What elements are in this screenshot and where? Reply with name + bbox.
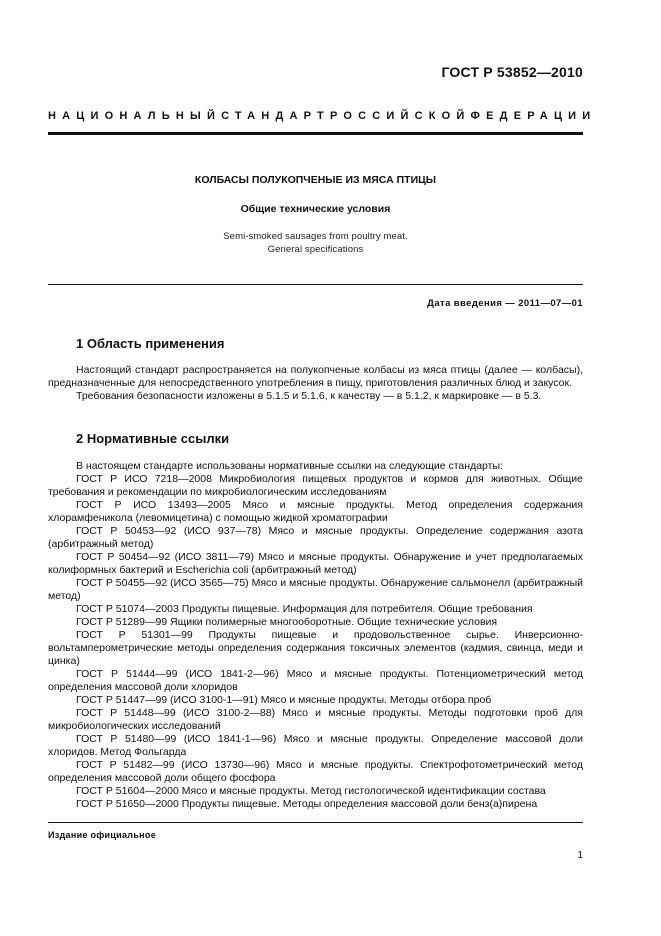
section-1-body: [48, 364, 583, 404]
banner-word: ФЕДЕРАЦИИ: [470, 110, 597, 122]
reference-item: ГОСТ Р 51482—99 (ИСО 13730—96) Мясо и мясные продукты. Спектрофотометрический метод определения массовой доли общего фосфора: [48, 759, 583, 784]
page-number: 1: [577, 850, 583, 861]
section-1-heading: 1 Область применения: [76, 336, 225, 351]
reference-item: ГОСТ Р 51604—2000 Мясо и мясные продукты. Метод гистологической идентификации состава: [76, 785, 546, 797]
normative-references-list: [48, 460, 583, 811]
standard-code: ГОСТ Р 53852—2010: [441, 64, 583, 80]
document-subtitle: Общие технические условия: [240, 203, 391, 215]
introduction-date: Дата введения — 2011—07—01: [427, 298, 583, 309]
header-divider: [48, 132, 583, 135]
english-title-line2: General specifications: [267, 244, 364, 255]
title-divider: [48, 284, 583, 285]
reference-item: ГОСТ Р 51650—2000 Продукты пищевые. Методы определения массовой доли бенз(а)пирена: [76, 798, 538, 810]
national-standard-banner: [48, 110, 597, 122]
reference-item: ГОСТ Р ИСО 13493—2005 Мясо и мясные продукты. Метод определения содержания хлорамфеникола (левомицетина) с помощью жидкой хроматографии: [48, 499, 583, 524]
reference-item: ГОСТ Р 50453—92 (ИСО 937—78) Мясо и мясные продукты. Определение содержания азота (арбитражный метод): [48, 525, 583, 550]
footer-divider: [48, 822, 583, 823]
reference-item: ГОСТ Р 51301—99 Продукты пищевые и продовольственное сырье. Инверсионно-вольтамперометрические методы определения содержания токсичных элементов (кадмия, свинца, меди и цинка): [48, 629, 583, 667]
reference-item: ГОСТ Р 51444—99 (ИСО 1841-2—96) Мясо и мясные продукты. Потенциометрический метод определения массовой доли хлоридов: [48, 668, 583, 693]
reference-item: ГОСТ Р ИСО 7218—2008 Микробиология пищевых продуктов и кормов для животных. Общие требования и рекомендации по микробиологическим исследованиям: [48, 473, 583, 498]
official-edition-label: Издание официальное: [48, 830, 157, 840]
reference-item: ГОСТ Р 51448—99 (ИСО 3100-2—88) Мясо и мясные продукты. Методы подготовки проб для микробиологических исследований: [48, 707, 583, 732]
reference-item: ГОСТ Р 50455—92 (ИСО 3565—75) Мясо и мясные продукты. Обнаружение сальмонелл (арбитражный метод): [48, 577, 583, 602]
section-2-heading: 2 Нормативные ссылки: [76, 431, 230, 446]
section-1-paragraph: Настоящий стандарт распространяется на полукопченые колбасы из мяса птицы (далее — колбасы), предназначенные для непосредственного употребления в пищу, приготовления различных блюд и закусок.: [48, 364, 583, 390]
section-1-paragraph: Требования безопасности изложены в 5.1.5 и 5.1.6, к качеству — в 5.1.2, к маркировке — в 5.3.: [76, 390, 542, 403]
document-title: КОЛБАСЫ ПОЛУКОПЧЕНЫЕ ИЗ МЯСА ПТИЦЫ: [194, 174, 437, 186]
reference-item: ГОСТ Р 50454—92 (ИСО 3811—79) Мясо и мясные продукты. Обнаружение и учет предполагаемых колиформных бактерий и Escherichia coli (арбитражный метод): [48, 551, 583, 576]
reference-item: В настоящем стандарте использованы нормативные ссылки на следующие стандарты:: [76, 460, 503, 472]
banner-word: НАЦИОНАЛЬНЫЙ: [48, 110, 222, 122]
reference-item: ГОСТ Р 51074—2003 Продукты пищевые. Информация для потребителя. Общие требования: [76, 603, 533, 615]
reference-item: ГОСТ Р 51447—99 (ИСО 3100-1—91) Мясо и мясные продукты. Методы отбора проб: [76, 694, 492, 706]
banner-word: СТАНДАРТ: [221, 110, 330, 122]
reference-item: ГОСТ Р 51289—99 Ящики полимерные многооборотные. Общие технические условия: [76, 616, 498, 628]
banner-word: РОССИЙСКОЙ: [329, 110, 471, 122]
english-title-line1: Semi-smoked sausages from poultry meat.: [223, 231, 408, 242]
reference-item: ГОСТ Р 51480—99 (ИСО 1841-1—96) Мясо и мясные продукты. Определение массовой доли хлоридов. Метод Фольгарда: [48, 733, 583, 758]
